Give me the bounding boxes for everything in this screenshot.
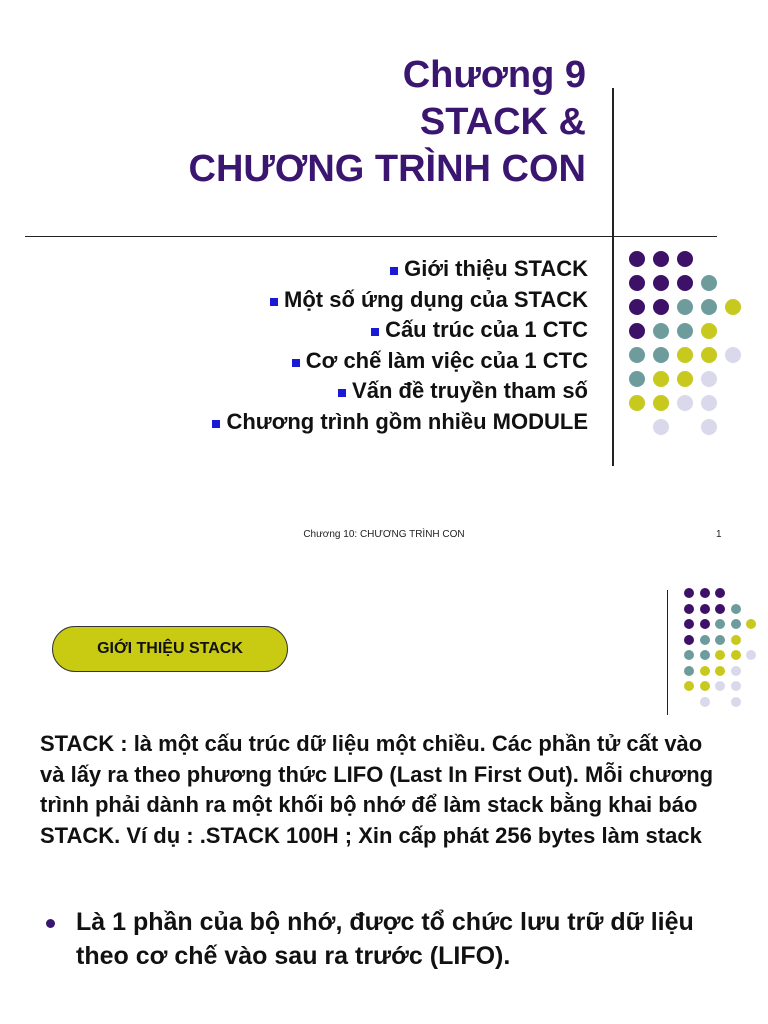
decorative-dot: [731, 681, 741, 691]
decorative-dot: [653, 371, 669, 387]
decorative-dot: [629, 251, 645, 267]
decorative-dot: [653, 347, 669, 363]
bullet-square-icon: [292, 359, 300, 367]
decorative-dot: [715, 588, 725, 598]
decorative-dot: [700, 697, 710, 707]
decorative-dot: [701, 419, 717, 435]
decorative-dot: [715, 650, 725, 660]
decorative-dot: [725, 347, 741, 363]
outline-item: Chương trình gồm nhiều MODULE: [212, 407, 588, 438]
decorative-dot: [701, 299, 717, 315]
decorative-dot: [746, 619, 756, 629]
decorative-dot: [653, 251, 669, 267]
decorative-dot: [653, 299, 669, 315]
title-line-2: STACK &: [419, 101, 586, 143]
decorative-dot: [731, 666, 741, 676]
decorative-dot: [715, 619, 725, 629]
decorative-dot: [700, 666, 710, 676]
list-item: [46, 905, 736, 973]
bullet-square-icon: [390, 267, 398, 275]
decorative-dot: [653, 395, 669, 411]
bullet-dot-icon: [46, 919, 55, 928]
decorative-dot: [715, 635, 725, 645]
vertical-divider: [612, 88, 614, 466]
decorative-dot: [653, 419, 669, 435]
decorative-dot: [653, 323, 669, 339]
decorative-dot: [731, 604, 741, 614]
vertical-divider: [667, 590, 668, 715]
outline-list: [212, 254, 588, 437]
decorative-dot: [700, 588, 710, 598]
bullet-square-icon: [371, 328, 379, 336]
stack-definition: STACK : là một cấu trúc dữ liệu một chiều. Các phần tử cất vào và lấy ra theo phương thức LIFO (Last In First Out). Mỗi chương trình phải dành ra một khối bộ nhớ để làm stack bằng khai báo STACK. Ví dụ : .STACK 100H ; Xin cấp phát 256 bytes làm stack: [40, 731, 714, 848]
decorative-dot: [731, 635, 741, 645]
decorative-dot: [629, 323, 645, 339]
decorative-dot: [677, 251, 693, 267]
decorative-dot: [684, 666, 694, 676]
bullet-square-icon: [338, 389, 346, 397]
slide-title: [189, 52, 586, 193]
decorative-dot: [684, 588, 694, 598]
decorative-dot: [677, 275, 693, 291]
decorative-dot: [701, 323, 717, 339]
slide-2: [0, 555, 768, 1024]
page-number: 1: [716, 529, 722, 540]
decorative-dot: [700, 650, 710, 660]
decorative-dot: [677, 371, 693, 387]
decorative-dot: [731, 619, 741, 629]
decorative-dot: [701, 395, 717, 411]
outline-item: Vấn đề truyền tham số: [212, 376, 588, 407]
decorative-dot: [715, 666, 725, 676]
decorative-dot: [700, 619, 710, 629]
outline-item: Một số ứng dụng của STACK: [212, 285, 588, 316]
decorative-dot: [629, 299, 645, 315]
outline-item: Cấu trúc của 1 CTC: [212, 315, 588, 346]
decorative-dot: [677, 299, 693, 315]
horizontal-divider: [25, 236, 717, 237]
section-button[interactable]: GIỚI THIỆU STACK: [52, 626, 288, 672]
title-line-3: CHƯƠNG TRÌNH CON: [188, 148, 586, 190]
decorative-dot: [715, 681, 725, 691]
decorative-dot: [684, 681, 694, 691]
decorative-dot: [746, 650, 756, 660]
decorative-dot: [629, 275, 645, 291]
outline-item: Cơ chế làm việc của 1 CTC: [212, 346, 588, 377]
decorative-dot: [700, 635, 710, 645]
decorative-dot: [629, 395, 645, 411]
decorative-dot: [653, 275, 669, 291]
decorative-dot: [701, 275, 717, 291]
decorative-dot: [677, 347, 693, 363]
decorative-dot: [700, 681, 710, 691]
decorative-dot: [725, 299, 741, 315]
slide-footer: Chương 10: CHƯƠNG TRÌNH CON: [303, 529, 465, 540]
title-line-1: Chương 9: [402, 54, 586, 96]
bullet-square-icon: [212, 420, 220, 428]
decorative-dot: [731, 650, 741, 660]
decorative-dot: [715, 604, 725, 614]
decorative-dot: [684, 635, 694, 645]
decorative-dot: [677, 323, 693, 339]
decorative-dot: [684, 619, 694, 629]
outline-item: Giới thiệu STACK: [212, 254, 588, 285]
decorative-dot: [684, 604, 694, 614]
decorative-dot: [629, 371, 645, 387]
decorative-dot: [701, 371, 717, 387]
decorative-dot: [684, 650, 694, 660]
decorative-dot: [700, 604, 710, 614]
decorative-dot: [629, 347, 645, 363]
decorative-dot: [701, 347, 717, 363]
bullet-text: Là 1 phần của bộ nhớ, được tổ chức lưu trữ dữ liệu theo cơ chế vào sau ra trước (LIFO).: [76, 908, 694, 970]
bullet-square-icon: [270, 298, 278, 306]
decorative-dot: [731, 697, 741, 707]
decorative-dot: [677, 395, 693, 411]
